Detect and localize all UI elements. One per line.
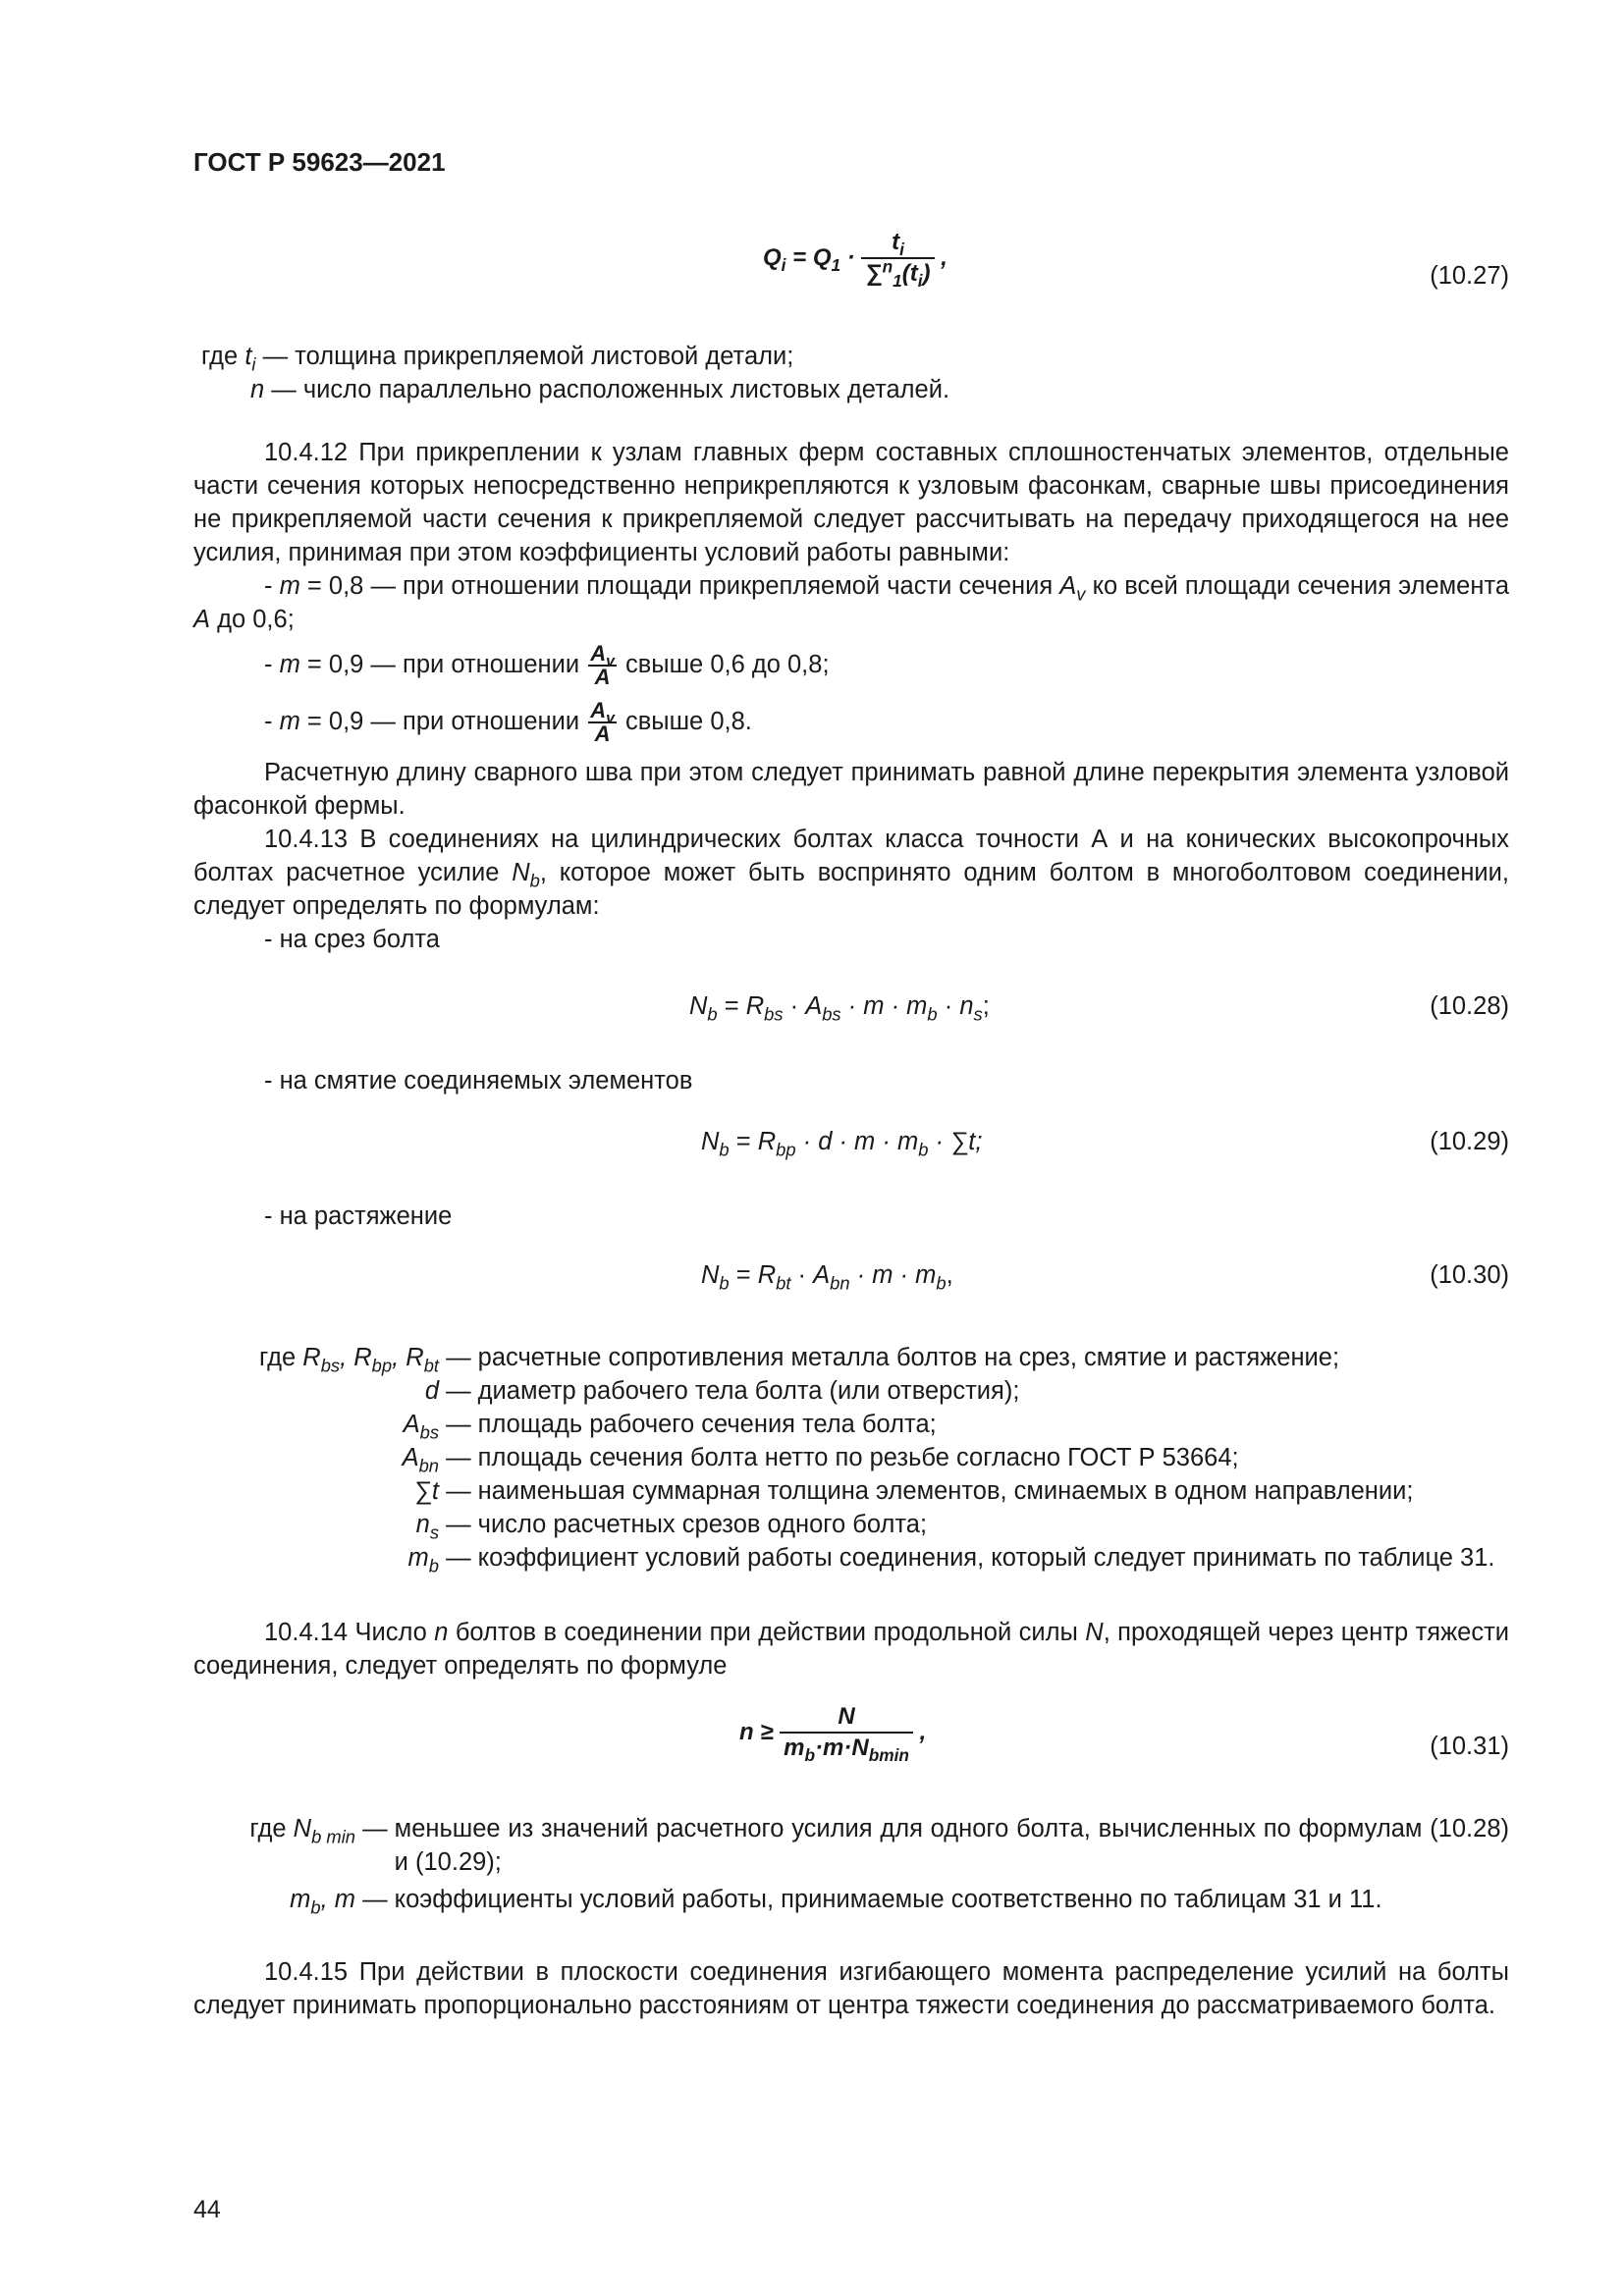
equation-number-10-27: (10.27) bbox=[1430, 262, 1509, 290]
clause-10-4-14-text: 10.4.14 Число n болтов в соединении при действии продольной силы N, проходящей через центр тяжести соединения, следует определять по формуле bbox=[193, 1619, 1509, 1680]
formula-10-30 bbox=[193, 1258, 1509, 1327]
equation-number-10-28: (10.28) bbox=[1430, 992, 1509, 1020]
ratio-av-a-1: $\frac{A_v}{A}$ bbox=[590, 641, 615, 690]
clause-10-4-15-text: 10.4.15 При действии в плоскости соединения изгибающего момента распределение усилий на болты следует принимать пропорционально расстояниям от центра тяжести соединения до рассматриваемого болта. bbox=[193, 1958, 1509, 2019]
page-number: 44 bbox=[193, 2196, 221, 2223]
definition-sum-t: ∑t — наименьшая суммарная толщина элементов, сминаемых в одном направлении; bbox=[413, 1477, 1414, 1505]
document-header: ГОСТ Р 59623—2021 bbox=[193, 147, 446, 177]
formula-10-29-expression: $N_b = R_{bp} \cdot d \cdot m \cdot m_b \cdot \sum t$; bbox=[701, 1128, 983, 1160]
definition-mb-m: $m_b$, m — коэффициенты условий работы, принимаемые соответственно по таблицам 31 и 11. bbox=[290, 1886, 1382, 1918]
definition-nb-min: где $N_{b min}$ — меньшее из значений расчетного усилия для одного болта, вычисленных по формулам (10.28) и (10.29); bbox=[249, 1815, 1509, 1876]
definition-t: где $t_i$ — толщина прикрепляемой листовой детали; bbox=[201, 343, 794, 375]
clause-10-4-12-item-1: - m = 0,8 — при отношении площади прикрепляемой части сечения $A_v$ ко всей площади сечения элемента A до 0,6; bbox=[193, 572, 1510, 633]
definition-abs: $A_{bs}$ — площадь рабочего сечения тела болта; bbox=[403, 1411, 937, 1443]
formula-10-31-fraction: $\frac{N}{m_b\cdot m\cdot N_{bmin}}$ bbox=[780, 1702, 913, 1763]
clause-10-4-13-item-shear: - на срез болта bbox=[264, 926, 440, 953]
clause-10-4-13-text: 10.4.13 В соединениях на цилиндрических болтах класса точности А и на конических высокопрочных болтах расчетное усилие $N_b$, которое может быть воспринято одним болтом в многоболтовом соединении, следует определять по формулам: bbox=[193, 826, 1509, 920]
definitions-10-28-10-30 bbox=[193, 1341, 1509, 1575]
formula-10-31 bbox=[193, 1702, 1509, 1790]
clause-10-4-13-item-tension: - на растяжение bbox=[264, 1202, 453, 1230]
formula-10-27 bbox=[193, 228, 1509, 316]
definition-ns: $n_s$ — число расчетных срезов одного болта; bbox=[415, 1511, 928, 1543]
equation-number-10-29: (10.29) bbox=[1430, 1128, 1509, 1155]
formula-10-28 bbox=[193, 989, 1509, 1058]
clause-10-4-12-item-2: - m = 0,9 — при отношении $\frac{A_v}{A}$ свыше 0,6 до 0,8; bbox=[264, 641, 830, 690]
definition-r: где $R_{bs}$, $R_{bp}$, $R_{bt}$ — расчетные сопротивления металла болтов на срез, смятие и растяжение; bbox=[258, 1344, 1340, 1376]
clause-10-4-13-item-bearing: - на смятие соединяемых элементов bbox=[264, 1067, 693, 1095]
formula-10-29 bbox=[193, 1125, 1509, 1194]
definitions-10-31 bbox=[193, 1812, 1509, 1916]
formula-10-27-fraction: $\frac{t_i}{\sum^n_1(t_i)}$ bbox=[861, 228, 934, 289]
clause-10-4-12-text: 10.4.12 При прикреплении к узлам главных ферм составных сплошностенчатых элементов, отдельные части сечения которых непосредственно неприкрепляются к узловым фасонкам, сварные швы присоединения не прикрепляемой части сечения к прикрепляемой следует рассчитывать на передачу приходящегося на нее усилия, принимая при этом коэффициенты условий работы равными: bbox=[193, 439, 1509, 566]
clause-10-4-12 bbox=[193, 436, 1509, 956]
ratio-av-a-2: $\frac{A_v}{A}$ bbox=[590, 698, 615, 747]
formula-10-27-expression: $Q_i = Q_1$ · $\frac{t_i}{\sum^n_1(t_i)}$ , bbox=[763, 229, 947, 292]
equation-number-10-31: (10.31) bbox=[1430, 1733, 1509, 1760]
formula-10-31-expression: n ≥ $\frac{N}{m_b\cdot m\cdot N_{bmin}}$ , bbox=[739, 1703, 927, 1766]
clause-10-4-12-weld-length: Расчетную длину сварного шва при этом следует принимать равной длине перекрытия элемента узловой фасонкой фермы. bbox=[193, 759, 1509, 820]
equation-number-10-30: (10.30) bbox=[1430, 1261, 1509, 1289]
definition-n: n — число параллельно расположенных листовых деталей. bbox=[250, 376, 950, 403]
formula-10-28-expression: $N_b = R_{bs} \cdot A_{bs} \cdot m \cdot m_b \cdot n_s$; bbox=[689, 992, 990, 1025]
clause-10-4-12-item-3: - m = 0,9 — при отношении $\frac{A_v}{A}$ свыше 0,8. bbox=[264, 698, 752, 747]
definition-d: d — диаметр рабочего тела болта (или отверстия); bbox=[424, 1377, 1020, 1405]
formula-10-30-expression: $N_b = R_{bt} \cdot A_{bn} \cdot m \cdot m_b$, bbox=[701, 1261, 953, 1294]
definition-abn: $A_{bn}$ — площадь сечения болта нетто по резьбе согласно ГОСТ Р 53664; bbox=[402, 1444, 1239, 1476]
definitions-10-27 bbox=[193, 340, 1509, 406]
definition-mb: $m_b$ — коэффициент условий работы соединения, который следует принимать по таблице 31. bbox=[407, 1544, 1495, 1576]
